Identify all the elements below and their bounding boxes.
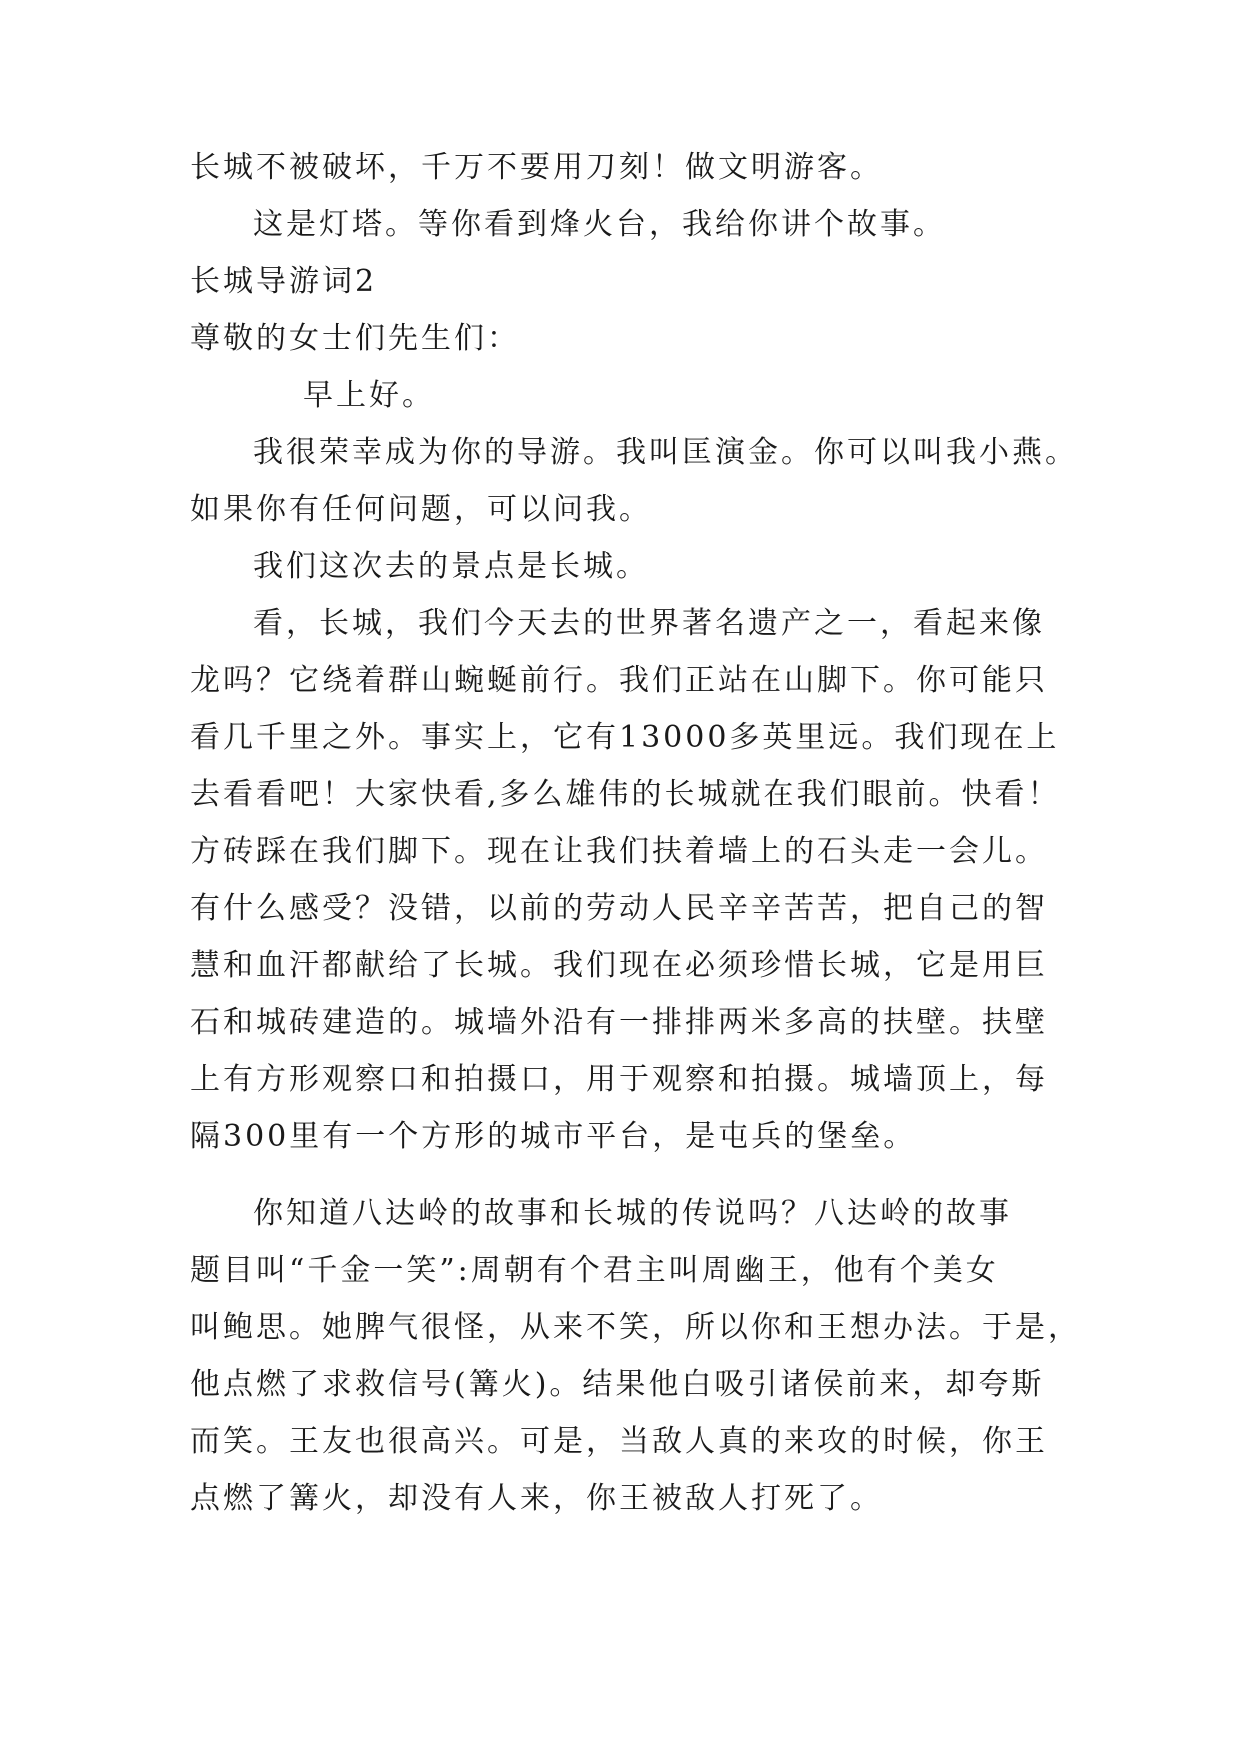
paragraph-line: 石和城砖建造的。城墙外沿有一排排两米多高的扶壁。扶壁 — [190, 1005, 1048, 1040]
text-line: 这是灯塔。等你看到烽火台，我给你讲个故事。 — [253, 207, 946, 242]
paragraph-line: 有什么感受？没错，以前的劳动人民辛辛苦苦，把自己的智 — [190, 891, 1048, 926]
paragraph-line: 而笑。王友也很高兴。可是，当敌人真的来攻的时候，你王 — [190, 1424, 1048, 1459]
paragraph-line: 上有方形观察口和拍摄口，用于观察和拍摄。城墙顶上，每 — [190, 1062, 1048, 1097]
paragraph-line: 我很荣幸成为你的导游。我叫匡演金。你可以叫我小燕。 — [253, 435, 1078, 470]
salutation: 尊敬的女士们先生们： — [190, 321, 520, 356]
section-heading: 长城导游词2 — [190, 264, 378, 299]
paragraph-line: 看几千里之外。事实上，它有13000多英里远。我们现在上 — [190, 720, 1060, 755]
paragraph-line: 点燃了篝火，却没有人来，你王被敌人打死了。 — [190, 1481, 883, 1516]
paragraph-line: 叫鲍思。她脾气很怪，从来不笑，所以你和王想办法。于是， — [190, 1310, 1081, 1345]
paragraph-line: 慧和血汗都献给了长城。我们现在必须珍惜长城，它是用巨 — [190, 948, 1048, 983]
text-line: 长城不被破坏，千万不要用刀刻！做文明游客。 — [190, 150, 883, 185]
paragraph-line: 如果你有任何问题，可以问我。 — [190, 492, 652, 527]
paragraph-line: 我们这次去的景点是长城。 — [253, 549, 649, 584]
paragraph-line: 隔300里有一个方形的城市平台，是屯兵的堡垒。 — [190, 1119, 917, 1154]
paragraph-line: 龙吗？它绕着群山蜿蜒前行。我们正站在山脚下。你可能只 — [190, 663, 1048, 698]
paragraph-line: 方砖踩在我们脚下。现在让我们扶着墙上的石头走一会儿。 — [190, 834, 1048, 869]
paragraph-line: 他点燃了求救信号(篝火)。结果他白吸引诸侯前来，却夸斯 — [190, 1367, 1045, 1402]
greeting: 早上好。 — [303, 378, 435, 413]
paragraph-line: 看，长城，我们今天去的世界著名遗产之一，看起来像 — [253, 606, 1045, 641]
paragraph-line: 去看看吧！大家快看,多么雄伟的长城就在我们眼前。快看！ — [190, 777, 1061, 812]
paragraph-line: 题目叫“千金一笑”:周朝有个君主叫周幽王，他有个美女 — [190, 1253, 999, 1288]
paragraph-line: 你知道八达岭的故事和长城的传说吗？八达岭的故事 — [253, 1196, 1012, 1231]
